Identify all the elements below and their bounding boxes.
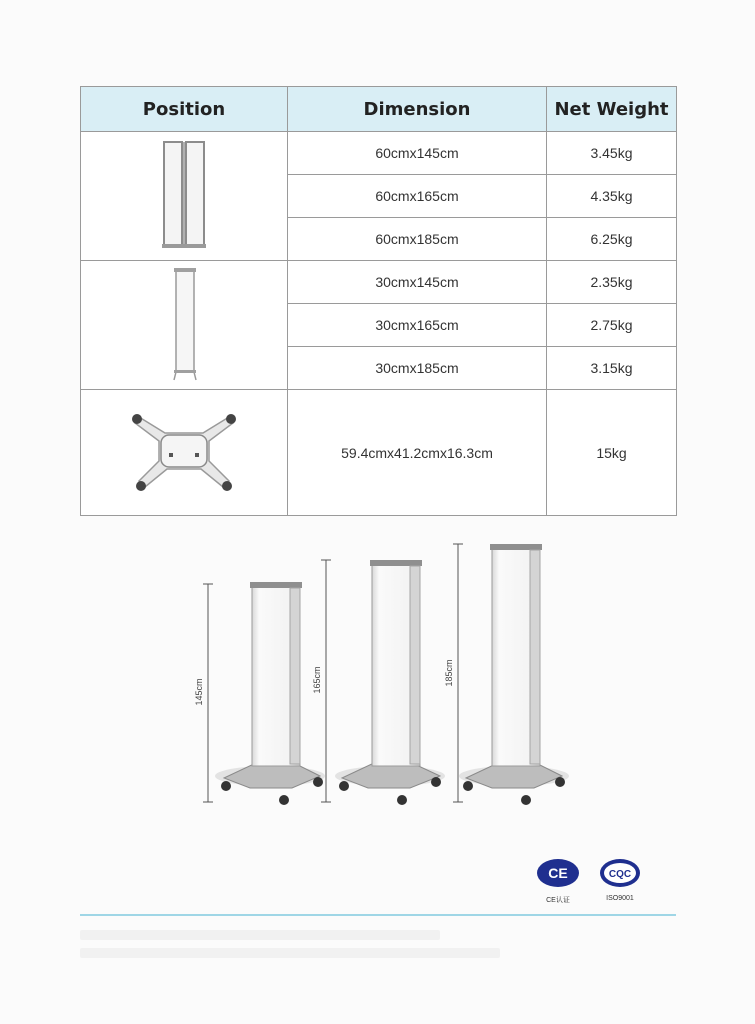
ce-certification [535, 858, 581, 905]
position-cell-single [81, 261, 288, 390]
table-row [81, 132, 677, 175]
iso-label: ISO9001 [606, 895, 634, 902]
iso-certification [597, 858, 643, 902]
weight-cell: 2.35kg [547, 261, 677, 304]
dimension-cell: 30cmx145cm [288, 261, 547, 304]
weight-cell: 4.35kg [547, 175, 677, 218]
svg-text:CE: CE [548, 865, 568, 881]
lamp-185cm [459, 544, 569, 805]
weight-cell: 3.15kg [547, 347, 677, 390]
weight-cell: 2.75kg [547, 304, 677, 347]
ce-label: CE认证 [546, 897, 570, 904]
table-row [81, 390, 677, 516]
dimension-cell: 60cmx185cm [288, 218, 547, 261]
weight-cell: 15kg [547, 390, 677, 516]
dimension-cell: 30cmx165cm [288, 304, 547, 347]
footer-faint-text [80, 930, 440, 940]
measure-line-145 [203, 584, 213, 802]
footer-divider [80, 914, 676, 916]
position-cell-base [81, 390, 288, 516]
svg-text:CQC: CQC [608, 869, 632, 880]
ce-mark-icon [536, 858, 580, 888]
table-row [81, 261, 677, 304]
product-height-figure [0, 530, 755, 820]
weight-cell: 6.25kg [547, 218, 677, 261]
dimension-cell: 60cmx145cm [288, 132, 547, 175]
footer-faint-text [80, 948, 500, 958]
measure-line-185 [453, 544, 463, 802]
position-cell-double [81, 132, 288, 261]
header-net-weight: Net Weight [547, 87, 677, 132]
dimension-cell: 59.4cmx41.2cmx16.3cm [288, 390, 547, 516]
lamp-145cm [215, 582, 325, 805]
spec-table [80, 86, 677, 516]
double-panel-lamp-icon [154, 140, 214, 250]
single-panel-lamp-icon [164, 266, 204, 382]
table-header-row [81, 87, 677, 132]
dimension-cell: 30cmx185cm [288, 347, 547, 390]
height-label-185: 185cm [444, 659, 454, 687]
cqc-mark-icon [598, 858, 642, 888]
measure-line-165 [321, 560, 331, 802]
weight-cell: 3.45kg [547, 132, 677, 175]
header-dimension: Dimension [288, 87, 547, 132]
certifications [535, 858, 645, 908]
height-label-165: 165cm [312, 666, 322, 694]
height-label-145: 145cm [194, 678, 204, 706]
wheeled-base-icon [129, 409, 239, 493]
header-position: Position [81, 87, 288, 132]
dimension-cell: 60cmx165cm [288, 175, 547, 218]
lamp-165cm [335, 560, 445, 805]
